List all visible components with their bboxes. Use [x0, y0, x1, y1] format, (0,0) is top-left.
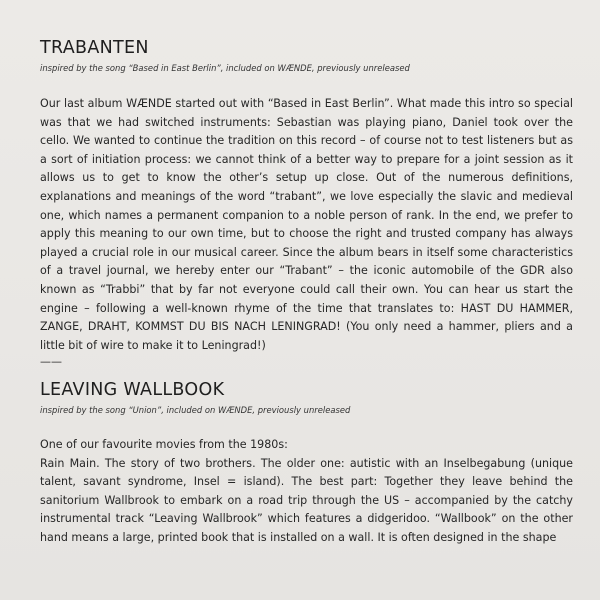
section-body	[40, 95, 573, 369]
section-subtitle: inspired by the song “Union”, included on WÆNDE, previously unreleased	[40, 405, 351, 415]
body-paragraph: One of our favourite movies from the 1980s:	[40, 438, 288, 451]
section-trabanten	[40, 38, 573, 369]
section-subtitle: inspired by the song “Based in East Berlin”, included on WÆNDE, previously unreleased	[40, 63, 410, 73]
body-paragraph: Our last album WÆNDE started out with “Based in East Berlin”. What made this intro so special was that we had switched instruments: Sebastian was playing piano, Daniel took over the cello. We wanted to continue the tradition on this record – of course not to test listeners but as a sort of initiation process: we cannot think of a better way to prepare for a joint session as it allows us to get to know the other’s setup up close. Out of the numerous definitions, explanations and meanings of the word “trabant”, we love especially the slavic and medieval one, which names a permanent companion to a noble person of rank. In the end, we prefer to apply this meaning to our own time, but to choose the right and trusted company has always played a crucial role in our musical career. Since the album bears in itself some characteristics of a travel journal, we hereby enter our “Trabant” – the iconic automobile of the GDR also known as “Trabbi” that by far not everyone could call their own. You can hear us start the engine – following a well-known rhyme of the time that translates to: HAST DU HAMMER, ZANGE, DRAHT, KOMMST DU BIS NACH LENINGRAD! (You only need a hammer, pliers and a little bit of wire to make it to Leningrad!)	[40, 97, 573, 352]
section-body	[40, 436, 573, 548]
section-title: TRABANTEN	[40, 38, 149, 58]
section-title: LEAVING WALLBOOK	[40, 380, 225, 400]
body-paragraph: Rain Main. The story of two brothers. The older one: autistic with an Inselbegabung (unique talent, savant syndrome, Insel = island). The best part: Together they leave behind the sanitorium Wallbrook to embark on a road trip through the US – accompanied by the catchy instrumental track “Leaving Wallbrook” which features a didgeridoo. “Wallbook” on the other hand means a large, printed book that is installed on a wall. It is often designed in the shape	[40, 456, 573, 544]
section-leaving-wallbook	[40, 380, 573, 548]
section-divider: ——	[40, 355, 62, 369]
